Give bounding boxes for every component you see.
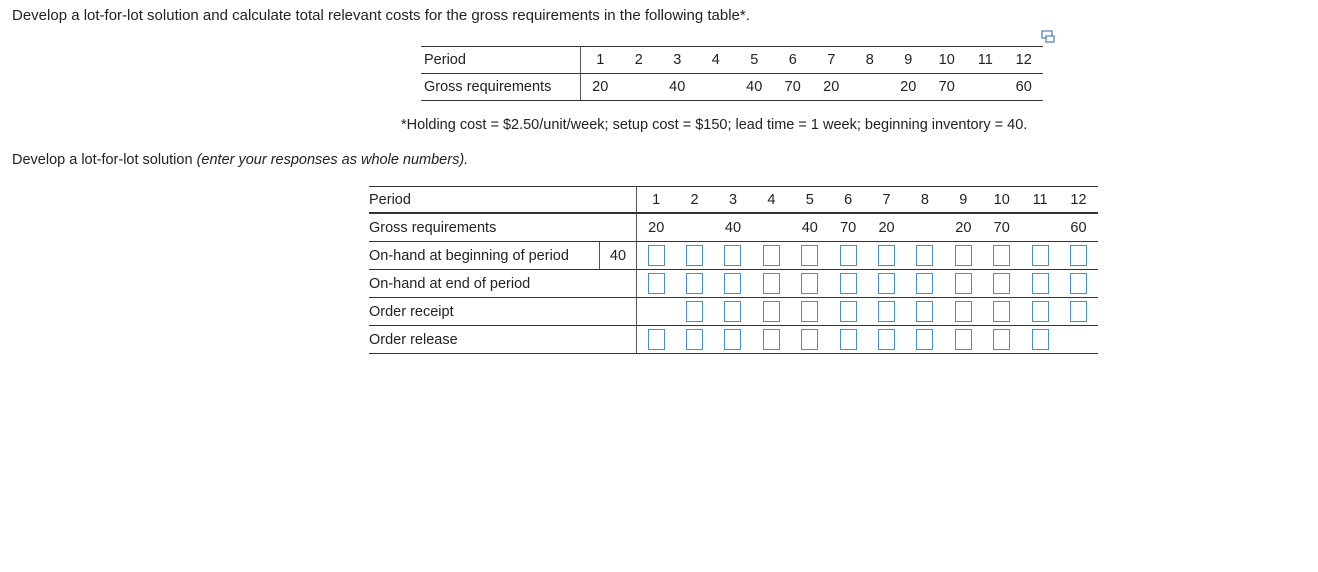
given-gross-4 (697, 74, 736, 101)
answer-order-receipt-label: Order receipt (369, 298, 600, 326)
answer-onhand-end-cell-12 (1059, 270, 1097, 298)
onhand-begin-input-3[interactable] (724, 245, 741, 266)
answer-onhand-end-cell-8 (906, 270, 944, 298)
answer-period-7: 7 (867, 187, 905, 214)
answer-table (369, 186, 1098, 354)
order-release-input-3[interactable] (724, 329, 741, 350)
onhand-end-input-12[interactable] (1070, 273, 1087, 294)
answer-order-release-label: Order release (369, 326, 600, 354)
answer-order-release-cell-3 (714, 326, 752, 354)
answer-period-5: 5 (791, 187, 829, 214)
onhand-end-input-1[interactable] (648, 273, 665, 294)
given-gross-label: Gross requirements (421, 74, 581, 101)
given-period-6: 6 (774, 47, 813, 74)
answer-gross-9: 20 (944, 213, 982, 242)
order-release-input-10[interactable] (993, 329, 1010, 350)
answer-period-label: Period (369, 187, 600, 214)
given-gross-11 (966, 74, 1005, 101)
onhand-end-input-3[interactable] (724, 273, 741, 294)
order-release-input-11[interactable] (1032, 329, 1049, 350)
answer-gross-1: 20 (637, 213, 676, 242)
answer-period-12: 12 (1059, 187, 1097, 214)
answer-onhand-begin-cell-7 (867, 242, 905, 270)
answer-gross-6: 70 (829, 213, 867, 242)
order-receipt-input-7[interactable] (878, 301, 895, 322)
answer-order-release-cell-12 (1059, 326, 1097, 354)
order-release-input-1[interactable] (648, 329, 665, 350)
order-receipt-input-12[interactable] (1070, 301, 1087, 322)
instruction-hint: (enter your responses as whole numbers). (196, 152, 469, 168)
given-period-3: 3 (658, 47, 697, 74)
answer-onhand-end-cell-5 (791, 270, 829, 298)
onhand-begin-input-10[interactable] (993, 245, 1010, 266)
order-release-input-7[interactable] (878, 329, 895, 350)
answer-order-release-cell-4 (752, 326, 790, 354)
answer-order-receipt-cell-10 (983, 298, 1021, 326)
answer-period-2: 2 (675, 187, 713, 214)
answer-onhand-end-cell-4 (752, 270, 790, 298)
onhand-end-input-7[interactable] (878, 273, 895, 294)
answer-order-receipt-row (369, 298, 1098, 326)
copy-icon[interactable] (1041, 30, 1055, 44)
answer-gross-4 (752, 213, 790, 242)
answer-onhand-end-cell-6 (829, 270, 867, 298)
answer-onhand-end-cell-10 (983, 270, 1021, 298)
answer-order-receipt-cell-7 (867, 298, 905, 326)
given-period-row (421, 47, 1043, 74)
onhand-end-input-10[interactable] (993, 273, 1010, 294)
given-gross-3: 40 (658, 74, 697, 101)
given-period-5: 5 (735, 47, 774, 74)
answer-onhand-end-cell-11 (1021, 270, 1059, 298)
order-release-input-2[interactable] (686, 329, 703, 350)
order-receipt-input-10[interactable] (993, 301, 1010, 322)
onhand-end-input-2[interactable] (686, 273, 703, 294)
answer-gross-11 (1021, 213, 1059, 242)
answer-gross-5: 40 (791, 213, 829, 242)
answer-order-receipt-cell-3 (714, 298, 752, 326)
answer-onhand-begin-cell-6 (829, 242, 867, 270)
answer-gross-10: 70 (983, 213, 1021, 242)
onhand-begin-input-11[interactable] (1032, 245, 1049, 266)
onhand-end-input-5[interactable] (801, 273, 818, 294)
order-release-input-4[interactable] (763, 329, 780, 350)
answer-onhand-begin-cell-10 (983, 242, 1021, 270)
answer-onhand-end-init-cell (600, 270, 637, 298)
answer-gross-label: Gross requirements (369, 213, 600, 242)
answer-order-receipt-cell-11 (1021, 298, 1059, 326)
answer-order-receipt-init-cell (600, 298, 637, 326)
initial-onhand-value: 40 (600, 242, 637, 270)
order-receipt-input-8[interactable] (916, 301, 933, 322)
order-receipt-input-6[interactable] (840, 301, 857, 322)
order-receipt-input-4[interactable] (763, 301, 780, 322)
answer-period-row (369, 187, 1098, 214)
answer-onhand-begin-row (369, 242, 1098, 270)
answer-period-8: 8 (906, 187, 944, 214)
answer-order-release-cell-9 (944, 326, 982, 354)
footnote: *Holding cost = $2.50/unit/week; setup cost = $150; lead time = 1 week; beginning inventory = 40. (401, 117, 1028, 133)
answer-onhand-begin-cell-9 (944, 242, 982, 270)
given-period-4: 4 (697, 47, 736, 74)
answer-order-receipt-cell-2 (675, 298, 713, 326)
answer-order-release-init-cell (600, 326, 637, 354)
order-release-input-6[interactable] (840, 329, 857, 350)
onhand-begin-input-7[interactable] (878, 245, 895, 266)
answer-period-1: 1 (637, 187, 676, 214)
given-gross-row (421, 74, 1043, 101)
answer-order-receipt-cell-12 (1059, 298, 1097, 326)
answer-order-release-cell-11 (1021, 326, 1059, 354)
order-receipt-input-2[interactable] (686, 301, 703, 322)
answer-onhand-begin-cell-12 (1059, 242, 1097, 270)
answer-onhand-end-label: On-hand at end of period (369, 270, 600, 298)
given-period-2: 2 (620, 47, 659, 74)
answer-order-release-cell-6 (829, 326, 867, 354)
given-gross-7: 20 (812, 74, 851, 101)
answer-order-release-cell-10 (983, 326, 1021, 354)
order-receipt-input-3[interactable] (724, 301, 741, 322)
answer-onhand-begin-cell-4 (752, 242, 790, 270)
onhand-begin-input-5[interactable] (801, 245, 818, 266)
onhand-end-input-8[interactable] (916, 273, 933, 294)
answer-gross-12: 60 (1059, 213, 1097, 242)
answer-onhand-begin-label: On-hand at beginning of period (369, 242, 600, 270)
given-gross-5: 40 (735, 74, 774, 101)
answer-order-receipt-cell-4 (752, 298, 790, 326)
answer-gross-init-cell (600, 213, 637, 242)
onhand-end-input-4[interactable] (763, 273, 780, 294)
answer-onhand-begin-cell-3 (714, 242, 752, 270)
given-period-11: 11 (966, 47, 1005, 74)
onhand-begin-input-1[interactable] (648, 245, 665, 266)
given-period-9: 9 (889, 47, 928, 74)
answer-period-3: 3 (714, 187, 752, 214)
answer-gross-8 (906, 213, 944, 242)
answer-period-10: 10 (983, 187, 1021, 214)
answer-period-4: 4 (752, 187, 790, 214)
given-gross-2 (620, 74, 659, 101)
answer-onhand-end-cell-2 (675, 270, 713, 298)
answer-onhand-begin-cell-11 (1021, 242, 1059, 270)
answer-order-release-cell-8 (906, 326, 944, 354)
answer-onhand-end-cell-3 (714, 270, 752, 298)
given-gross-9: 20 (889, 74, 928, 101)
onhand-begin-input-2[interactable] (686, 245, 703, 266)
onhand-begin-input-8[interactable] (916, 245, 933, 266)
order-receipt-input-11[interactable] (1032, 301, 1049, 322)
given-period-label: Period (421, 47, 581, 74)
answer-gross-2 (675, 213, 713, 242)
given-period-1: 1 (581, 47, 620, 74)
answer-order-release-cell-7 (867, 326, 905, 354)
given-period-12: 12 (1005, 47, 1044, 74)
instruction-main: Develop a lot-for-lot solution (12, 152, 197, 168)
given-period-8: 8 (851, 47, 890, 74)
answer-period-init-cell (600, 187, 637, 214)
instruction (12, 152, 468, 168)
answer-order-release-row (369, 326, 1098, 354)
given-gross-1: 20 (581, 74, 620, 101)
order-receipt-input-5[interactable] (801, 301, 818, 322)
answer-onhand-end-row (369, 270, 1098, 298)
answer-order-receipt-cell-8 (906, 298, 944, 326)
answer-onhand-begin-cell-8 (906, 242, 944, 270)
onhand-begin-input-4[interactable] (763, 245, 780, 266)
onhand-end-input-9[interactable] (955, 273, 972, 294)
given-period-10: 10 (928, 47, 967, 74)
question-text: Develop a lot-for-lot solution and calculate total relevant costs for the gross requirements in the following table*. (12, 7, 750, 24)
answer-order-release-cell-2 (675, 326, 713, 354)
onhand-end-input-11[interactable] (1032, 273, 1049, 294)
answer-order-receipt-cell-9 (944, 298, 982, 326)
answer-onhand-begin-cell-2 (675, 242, 713, 270)
answer-order-receipt-cell-5 (791, 298, 829, 326)
answer-onhand-end-cell-7 (867, 270, 905, 298)
given-gross-8 (851, 74, 890, 101)
answer-order-receipt-cell-1 (637, 298, 676, 326)
answer-gross-3: 40 (714, 213, 752, 242)
answer-onhand-end-cell-1 (637, 270, 676, 298)
given-gross-12: 60 (1005, 74, 1044, 101)
onhand-begin-input-12[interactable] (1070, 245, 1087, 266)
order-receipt-input-9[interactable] (955, 301, 972, 322)
answer-order-release-cell-1 (637, 326, 676, 354)
answer-order-receipt-cell-6 (829, 298, 867, 326)
answer-order-release-cell-5 (791, 326, 829, 354)
answer-gross-7: 20 (867, 213, 905, 242)
order-release-input-8[interactable] (916, 329, 933, 350)
answer-onhand-begin-cell-1 (637, 242, 676, 270)
answer-period-6: 6 (829, 187, 867, 214)
given-period-7: 7 (812, 47, 851, 74)
onhand-end-input-6[interactable] (840, 273, 857, 294)
answer-onhand-begin-cell-5 (791, 242, 829, 270)
order-release-input-9[interactable] (955, 329, 972, 350)
answer-period-9: 9 (944, 187, 982, 214)
answer-gross-row (369, 213, 1098, 242)
order-release-input-5[interactable] (801, 329, 818, 350)
onhand-begin-input-9[interactable] (955, 245, 972, 266)
given-gross-10: 70 (928, 74, 967, 101)
answer-onhand-end-cell-9 (944, 270, 982, 298)
answer-period-11: 11 (1021, 187, 1059, 214)
given-gross-6: 70 (774, 74, 813, 101)
given-table (421, 46, 1043, 101)
onhand-begin-input-6[interactable] (840, 245, 857, 266)
